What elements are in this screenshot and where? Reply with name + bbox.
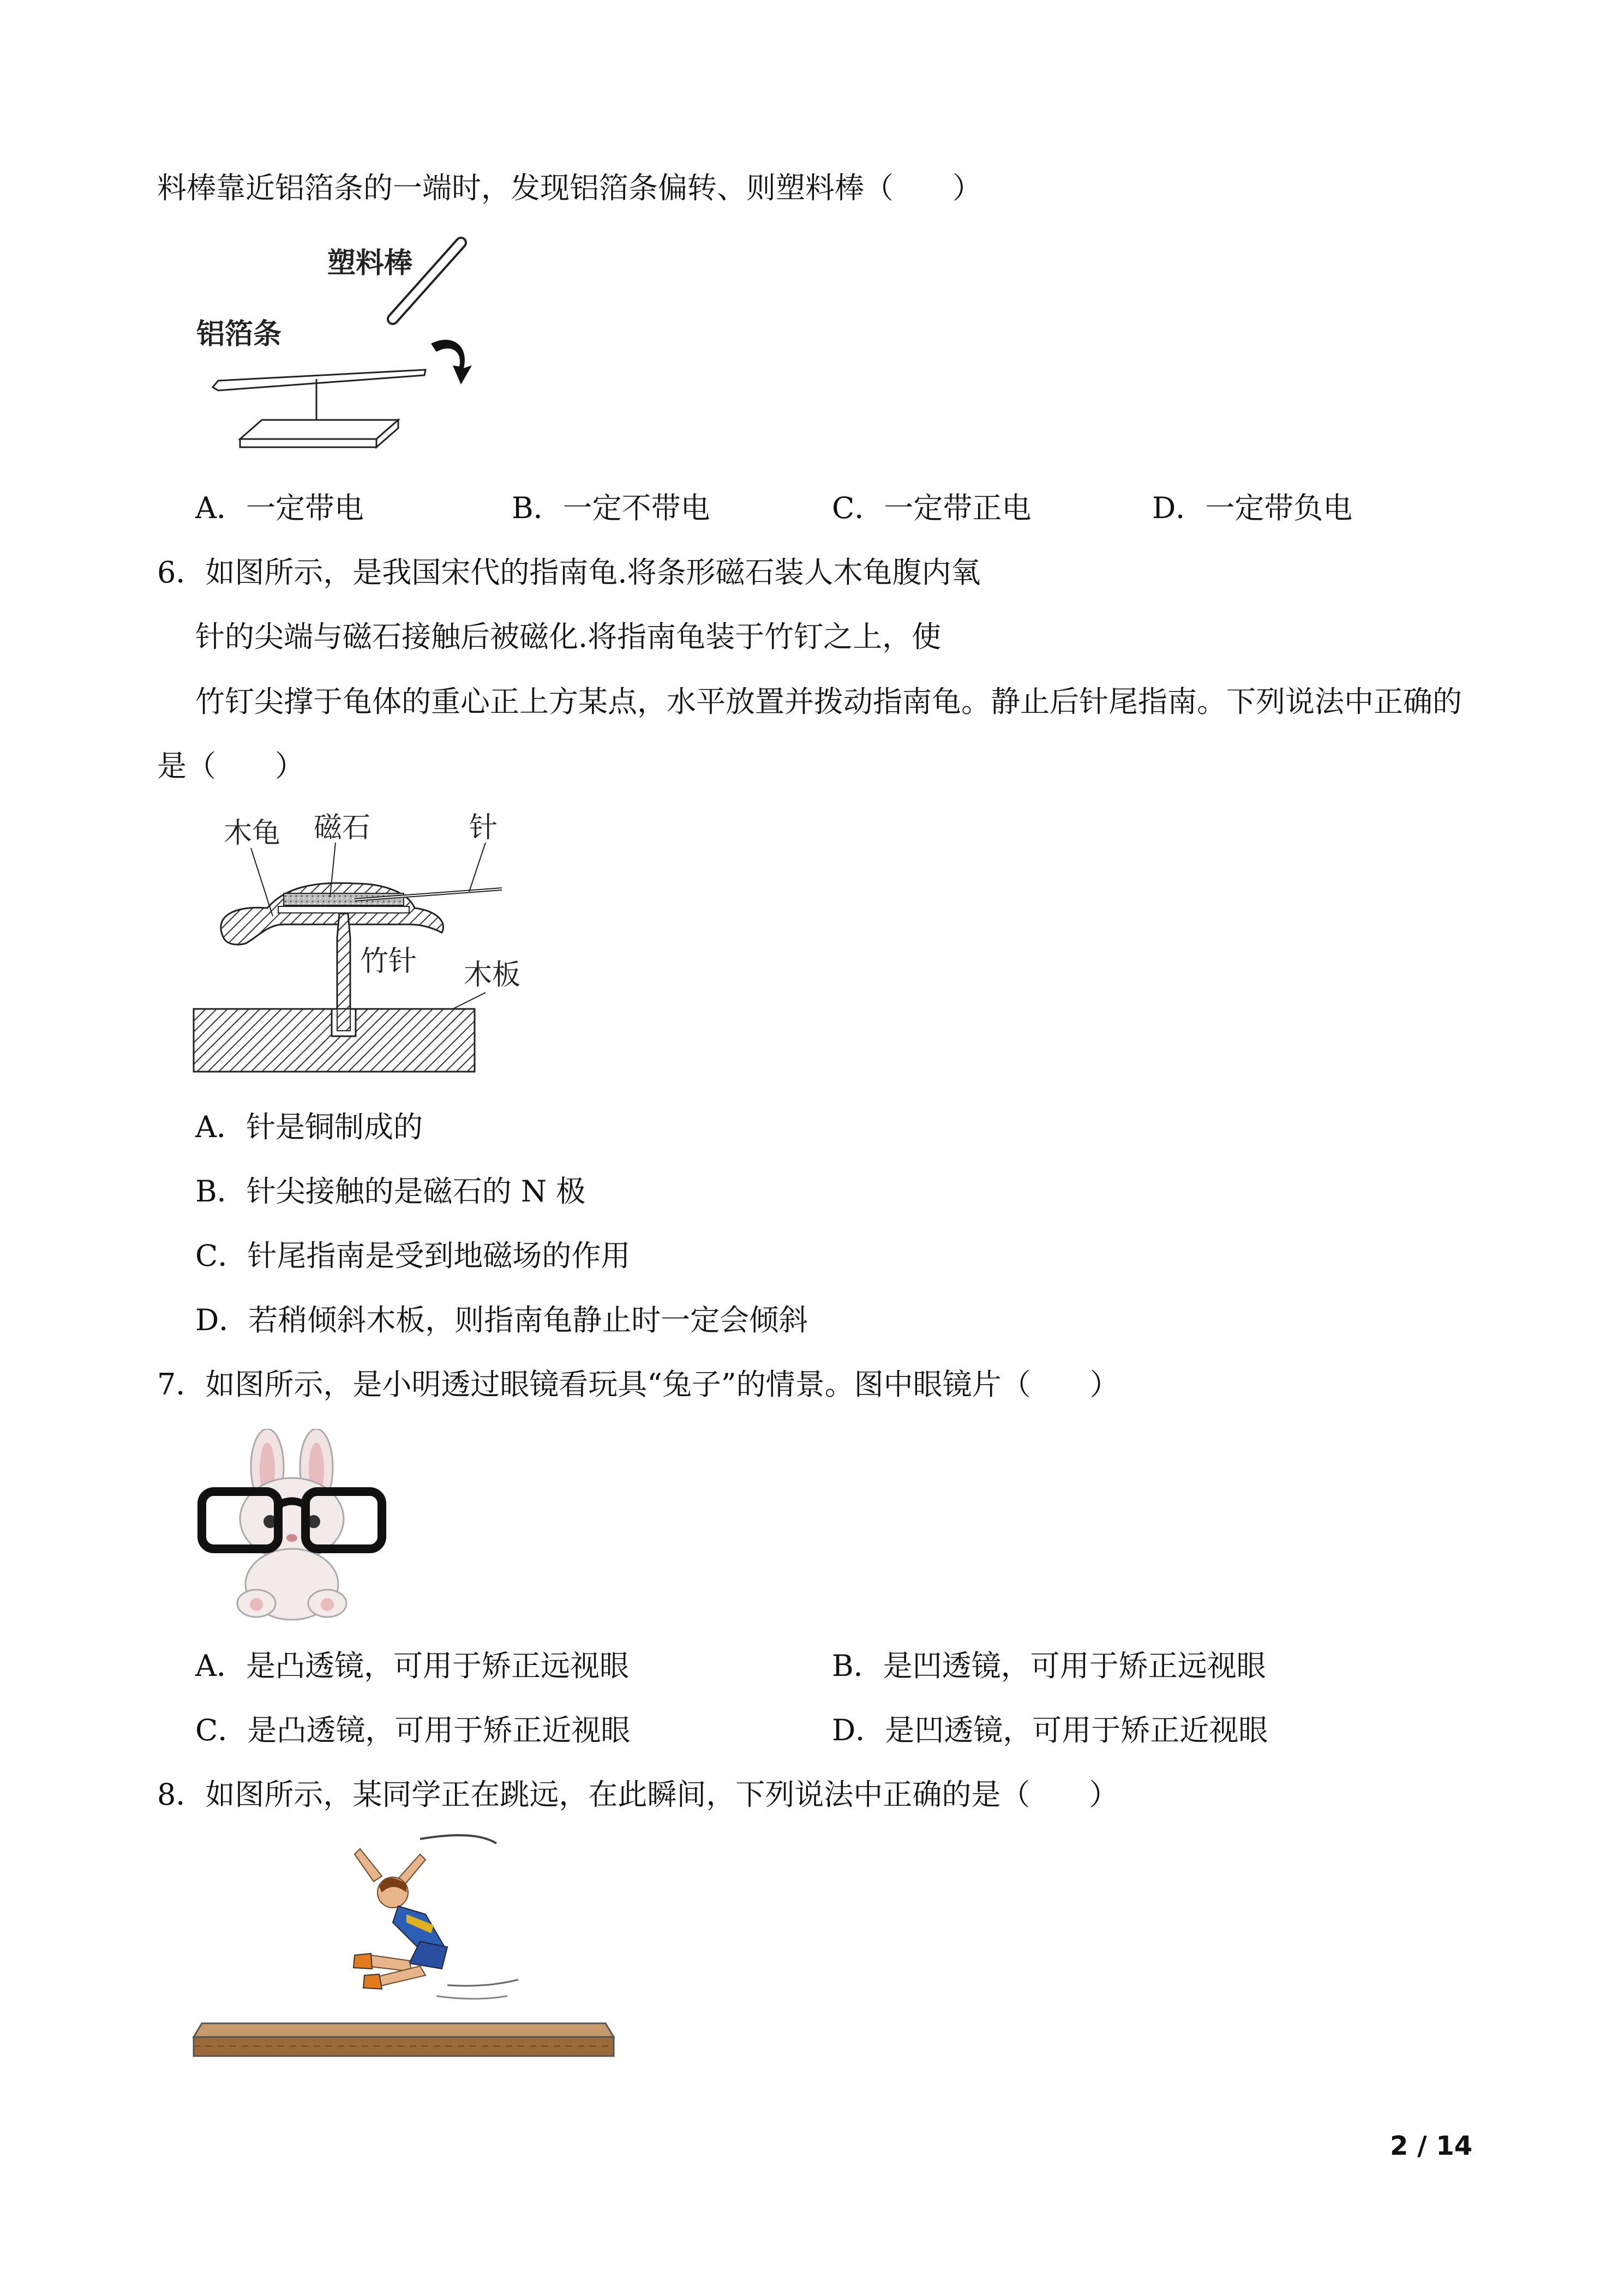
page-separator: /: [1408, 2131, 1436, 2161]
q7-option-c: C．是凸透镜，可用于矫正近视眼: [195, 1713, 631, 1747]
bamboo-nail-shape: [337, 913, 350, 1023]
q6-label-needle: 针: [469, 812, 498, 844]
page-number: [1390, 2130, 1472, 2162]
q6-figure: [191, 807, 540, 1080]
sand-pit-shape: [194, 2023, 614, 2056]
magnet-shape: [284, 893, 404, 905]
q5-figure: [196, 229, 502, 464]
q5-label-strip: 铝箔条: [196, 318, 282, 351]
q6-stem-line-2: 针的尖端与磁石接触后被磁化.将指南龟装于竹钉之上，使: [195, 620, 942, 654]
q7-option-d: D．是凹透镜，可用于矫正近视眼: [832, 1713, 1268, 1747]
q6-stem-line-4: 是（ ）: [157, 749, 304, 783]
q6-option-b: B．针尖接触的是磁石的 N 极: [195, 1174, 586, 1209]
q7-figure: [194, 1429, 390, 1625]
q8-figure: [191, 1832, 616, 2061]
q6-label-turtle: 木龟: [224, 817, 281, 850]
q6-stem-line-3: 竹钉尖撑于龟体的重心正上方某点，水平放置并拨动指南龟。静止后针尾指南。下列说法中正确的: [195, 684, 1462, 719]
q6-option-c: C．针尾指南是受到地磁场的作用: [195, 1239, 631, 1273]
q7-stem: 7．如图所示，是小明透过眼镜看玩具“兔子”的情景。图中眼镜片（ ）: [157, 1367, 1119, 1402]
long-jumper-figure: [353, 1849, 447, 1989]
q5-stem-tail: 料棒靠近铝箔条的一端时，发现铝箔条偏转、则塑料棒（ ）: [157, 171, 982, 205]
page-current: 2: [1390, 2131, 1409, 2161]
q6-label-nail: 竹针: [360, 945, 417, 978]
q6-label-board: 木板: [464, 959, 521, 991]
rotation-arrow-icon: [431, 340, 472, 384]
q5-option-c: C．一定带正电: [832, 491, 1032, 525]
q7-option-a: A．是凸透镜，可用于矫正远视眼: [195, 1649, 629, 1683]
page-total: 14: [1436, 2131, 1473, 2161]
turtle-body-shape: [221, 883, 444, 945]
q5-option-a: A．一定带电: [195, 491, 364, 525]
q6-option-d: D．若稍倾斜木板，则指南龟静止时一定会倾斜: [195, 1303, 808, 1337]
q5-option-b: B．一定不带电: [512, 491, 710, 525]
q8-stem: 8．如图所示，某同学正在跳远，在此瞬间，下列说法中正确的是（ ）: [157, 1777, 1119, 1812]
q6-option-a: A．针是铜制成的: [195, 1110, 423, 1144]
q6-stem-line-1: 6．如图所示，是我国宋代的指南龟.将条形磁石装人木龟腹内氧: [157, 555, 981, 590]
foil-strip-shape: [213, 370, 426, 390]
q5-option-d: D．一定带负电: [1152, 491, 1353, 525]
base-block-shape: [240, 420, 398, 439]
q5-label-rod: 塑料棒: [327, 247, 413, 280]
q6-label-magnet: 磁石: [314, 812, 371, 844]
q7-option-b: B．是凹透镜，可用于矫正远视眼: [832, 1649, 1266, 1683]
